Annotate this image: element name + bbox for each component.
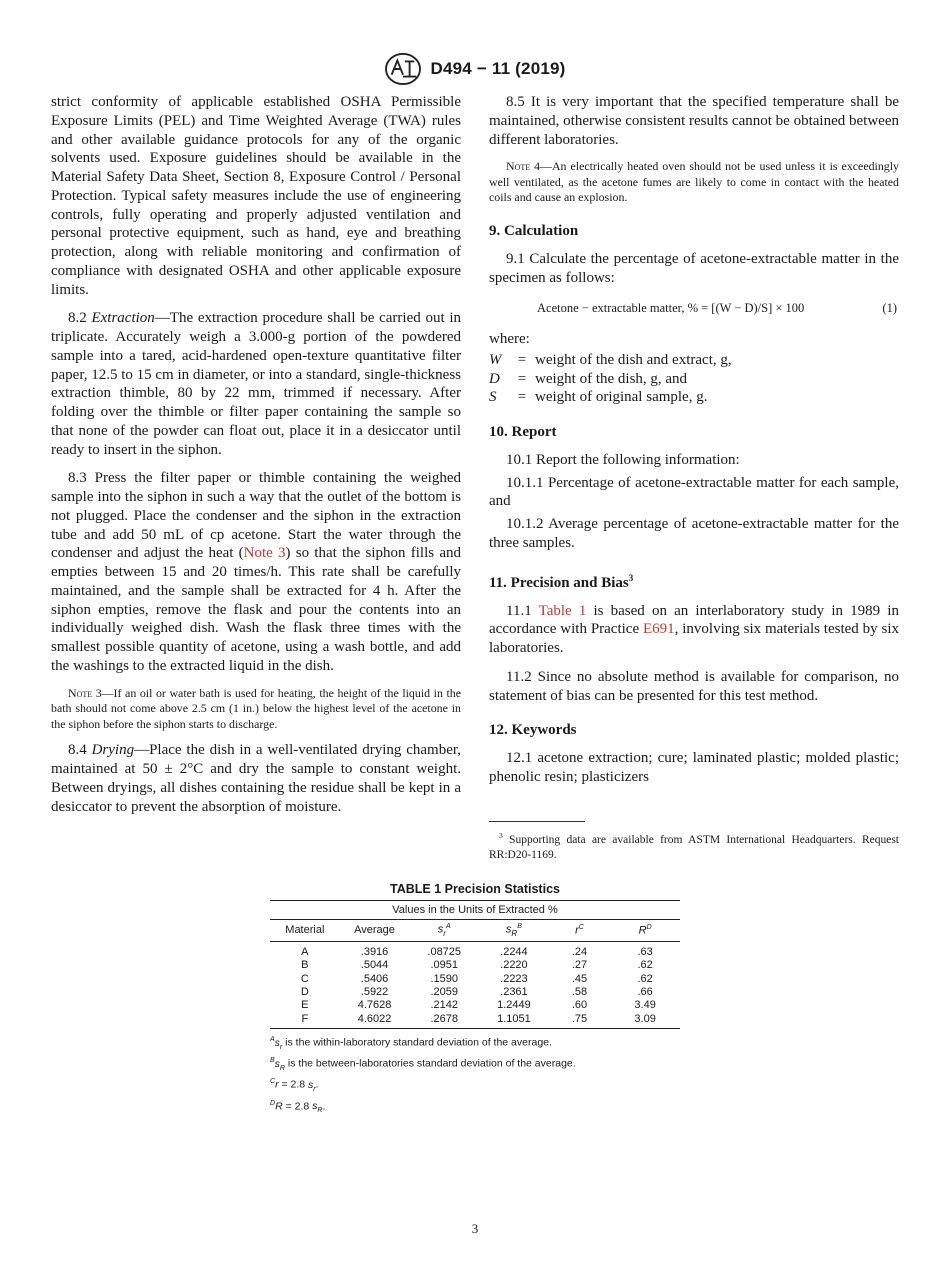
list-item: W = weight of the dish and extract, g,	[489, 352, 732, 369]
table-cell: .63	[637, 945, 653, 958]
list-item: D = weight of the dish, g, and	[489, 370, 688, 387]
paragraph-10-1: 10.1 Report the following information:	[506, 451, 740, 468]
table-cell: E	[301, 999, 309, 1012]
table-span-header: Values in the Units of Extracted %	[270, 901, 680, 920]
standard-designation: D494 − 11 (2019)	[430, 59, 566, 78]
table-cell: .27	[571, 959, 588, 972]
table-cell: .2059	[430, 986, 458, 999]
table-cell: F	[270, 1013, 340, 1029]
column-header: $s_r^A$	[409, 920, 479, 942]
note-3: Note 3—If an oil or water bath is used for heating, the height of the liquid in the bath should not come above 2.5 cm (1 in.) below the highest level of the acetone in the siphon before the siphon starts to discharge.	[51, 685, 461, 731]
table-cell: 4.6022	[340, 1013, 410, 1029]
column-header: Material	[270, 920, 340, 942]
paragraph-8-4: 8.4 Drying—Place the dish in a well-ventilated drying chamber, maintained at 50 ± 2°C and dry the sample to constant weight. Between dryings, all dishes containing the residue shall be kept in a desiccator to prevent the absorption of moisture.	[51, 742, 461, 815]
column-header: $R^D$	[610, 920, 680, 942]
page-header	[0, 52, 950, 86]
table-cell: 4.7628	[357, 999, 392, 1012]
table-footnote-d: $^D$R = 2.8 $s_R$.	[270, 1099, 326, 1115]
table-cell: 3.09	[610, 1013, 680, 1029]
equation-number: (1)	[882, 301, 897, 316]
table-row	[270, 986, 680, 999]
table-cell: A	[301, 945, 309, 958]
note-3-link[interactable]: Note 3	[243, 545, 286, 562]
table-cell: .2678	[409, 1013, 479, 1029]
paragraph-continued: strict conformity of applicable established OSHA Permissible Exposure Limits (PEL) and Time Weighted Average (TWA) rules and other available guidance protocols for any of the organic solvents used. Exposure guidelines should be available in the Material Safety Data Sheet, Section 8, Exposure Control / Personal Protection. Typical safety measures include the use of engineering controls, fully operating and properly adjusted ventilation and personal protective equipment, such as hand, eye and breathing protection, along with reliable monitoring and confirmation of compliance with designated OSHA and other applicable exposure limits.	[51, 94, 461, 298]
section-9-heading: 9. Calculation	[489, 223, 579, 240]
table-footnotes	[270, 1033, 680, 1117]
table-row	[270, 999, 680, 1012]
table-cell: 1.2449	[497, 999, 531, 1012]
table-cell: .2223	[500, 972, 528, 985]
paragraph-8-5: 8.5 It is very important that the specified temperature shall be maintained, otherwise consistent results cannot be obtained between different laboratories.	[489, 94, 899, 148]
table-row	[270, 1013, 680, 1029]
table-caption: TABLE 1 Precision Statistics	[390, 882, 560, 896]
table-cell: .5044	[360, 959, 389, 972]
table-1-link[interactable]: Table 1	[538, 602, 587, 619]
table-header-row	[270, 920, 680, 942]
table-cell: .2361	[500, 986, 528, 999]
table-cell: .60	[571, 999, 588, 1012]
table-row	[270, 973, 680, 986]
table-cell: .62	[637, 959, 653, 972]
table-cell: .45	[571, 972, 588, 985]
left-column	[51, 93, 461, 826]
paragraph-8-2: 8.2 Extraction—The extraction procedure shall be carried out in triplicate. Accurately weigh a 3.000-g portion of the powdered sample into a tared, acid-hardened open-texture quantitative filter paper, 12.5 to 15 cm in diameter, or into a standard, single-thickness extraction thimble, 80 by 22 mm, trimmed if necessary. After folding over the thimble or filter paper containing the sample so that none of the powder can float out, place it in a desiccator until ready to insert in the siphon.	[51, 310, 461, 458]
table-cell: .58	[571, 986, 588, 999]
right-column	[489, 93, 899, 863]
equation-1	[537, 298, 899, 320]
variable-definitions	[489, 351, 732, 407]
table-cell: .0951	[430, 959, 458, 972]
table-footnote-b: $^Bs_R$ is the between-laboratories standard deviation of the average.	[270, 1057, 576, 1072]
column-header: $r^C$	[549, 920, 611, 942]
paragraph-12-1: 12.1 acetone extraction; cure; laminated plastic; molded plastic; phenolic resin; plasticizers	[489, 750, 899, 786]
table-cell: .1590	[430, 972, 458, 985]
astm-logo-icon	[384, 52, 422, 86]
section-10-heading: 10. Report	[489, 423, 557, 440]
equation-text: Acetone − extractable matter, % = [(W − D)/S] × 100	[537, 301, 805, 316]
footnote-divider	[489, 821, 585, 822]
column-header: Average	[340, 920, 410, 942]
table-cell: .5922	[360, 986, 389, 999]
precision-table	[270, 900, 680, 1029]
paragraph-11-2: 11.2 Since no absolute method is available for comparison, no statement of bias can be presented for this test method.	[489, 668, 899, 704]
column-header: $s_R^B$	[479, 920, 549, 942]
paragraph-10-1-1: 10.1.1 Percentage of acetone-extractable matter for each sample, and	[489, 474, 899, 510]
precision-table-block	[270, 882, 680, 1118]
table-cell: .2142	[430, 999, 458, 1012]
section-11-heading: 11. Precision and Bias$^3$	[489, 572, 634, 591]
table-cell: .08725	[427, 945, 462, 958]
e691-link[interactable]: E691	[642, 621, 675, 638]
table-cell: .5406	[360, 972, 389, 985]
paragraph-9-1: 9.1 Calculate the percentage of acetone-extractable matter in the specimen as follows:	[489, 251, 899, 286]
table-footnote-c: $^C$r = 2.8 $s_r$.	[270, 1078, 319, 1094]
paragraph-10-1-2: 10.1.2 Average percentage of acetone-extractable matter for the three samples.	[489, 516, 899, 551]
note-4: Note 4—An electrically heated oven should not be used unless it is exceedingly well ventilated, as the acetone fumes are likely to come in contact with the heated coils and cause an explosion.	[489, 159, 899, 205]
table-row	[270, 959, 680, 972]
table-cell: .62	[637, 972, 653, 985]
where-label: where:	[489, 330, 530, 347]
table-footnote-a: $^As_r$ is the within-laboratory standard deviation of the average.	[270, 1036, 552, 1051]
table-cell: B	[301, 959, 309, 972]
list-item: S = weight of original sample, g.	[489, 389, 708, 406]
page-number: 3	[471, 1221, 479, 1236]
paragraph-11-1: 11.1 Table 1 is based on an interlaboratory study in 1989 in accordance with Practice E691, involving six materials tested by six laboratories.	[489, 602, 899, 657]
table-cell: 1.1051	[479, 1013, 549, 1029]
table-cell: .24	[571, 945, 588, 958]
table-cell: C	[300, 972, 309, 985]
section-12-heading: 12. Keywords	[489, 722, 577, 739]
paragraph-8-3: 8.3 Press the filter paper or thimble containing the weighed sample into the siphon in such a way that the outlet of the bottom is not plugged. Place the condenser and the siphon in the extraction tube and add 50 mL of cp acetone. Start the water through the condenser and adjust the heat (Note 3) so that the siphon fills and empties between 15 and 20 times/h. This rate shall be carefully maintained, and the sample shall be extracted for 4 h. After the siphon empties, remove the flask and pour the contents into an individually weighed dish. Wash the flask three times with the smallest possible quantity of acetone, using a wash bottle, and add the washings to the extracted liquid in the dish.	[51, 470, 461, 674]
table-cell: .3916	[360, 945, 389, 958]
table-cell: D	[300, 986, 309, 999]
table-cell: .2220	[500, 959, 528, 972]
table-cell: .66	[637, 986, 653, 999]
footnote-3: $^3$ Supporting data are available from ASTM International Headquarters. Request RR:D20-1169.	[489, 830, 899, 861]
table-cell: .2244	[500, 945, 528, 958]
table-cell: .75	[549, 1013, 611, 1029]
table-cell: 3.49	[634, 999, 656, 1012]
table-row	[270, 941, 680, 959]
